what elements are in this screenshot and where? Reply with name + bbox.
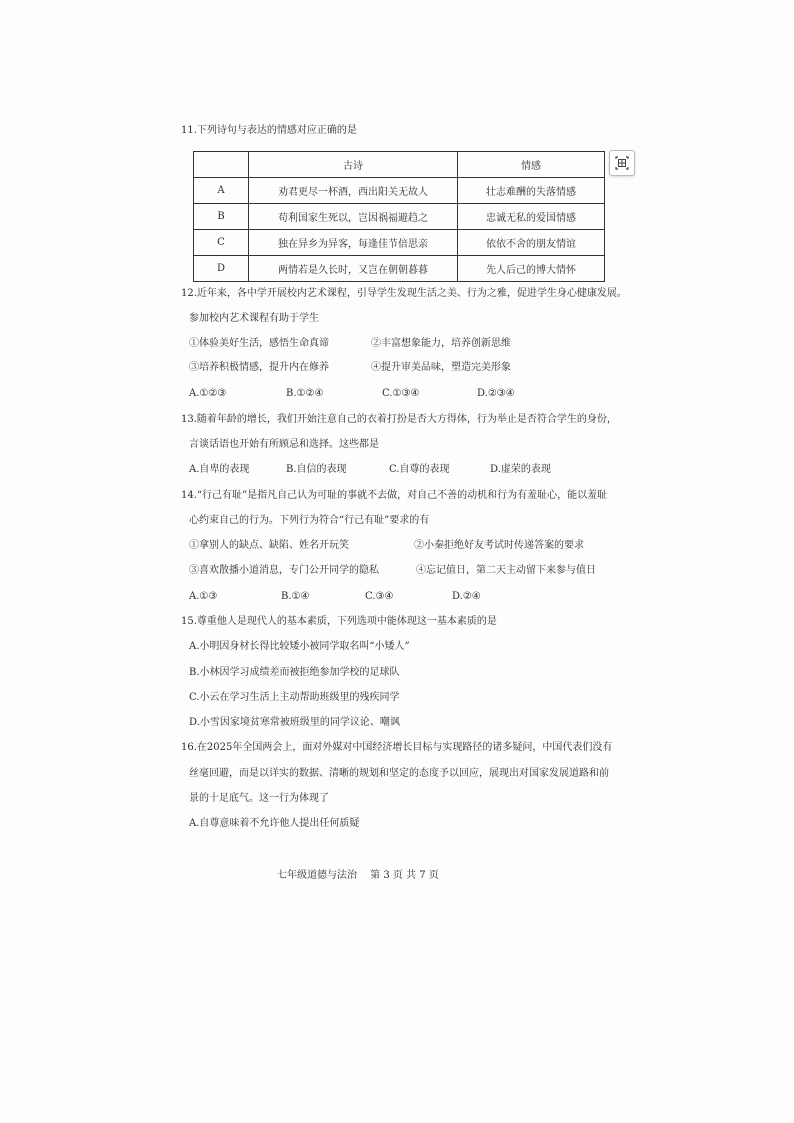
q13-line1: 13.随着年龄的增长，我们开始注意自己的衣着打扮是否大方得体，行为举止是否符合学生的身份， xyxy=(181,414,617,425)
q16-line3: 景的十足底气。这一行为体现了 xyxy=(189,793,329,804)
table-row xyxy=(194,178,605,204)
row-label: A xyxy=(194,178,249,204)
q12-choice-a: A.①②③ xyxy=(189,388,227,399)
row-poem: 独在异乡为异客，每逢佳节倍思亲 xyxy=(249,230,458,256)
q11-table xyxy=(193,151,605,282)
q14-choice-c: C.③④ xyxy=(365,591,394,602)
q13-choice-c: C.自尊的表现 xyxy=(389,464,450,475)
q14-option-3: ③喜欢散播小道消息，专门公开同学的隐私 xyxy=(189,565,379,576)
table-recognize-icon[interactable] xyxy=(609,150,635,176)
scan-table-icon xyxy=(610,151,634,175)
table-row xyxy=(194,256,605,282)
q14-line1: 14.“行己有耻”是指凡自己认为可耻的事就不去做，对自己不善的动机和行为有羞耻心，能以羞耻 xyxy=(181,490,608,501)
page-footer: 七年级道德与法治 第 3 页 共 7 页 xyxy=(277,870,439,881)
q12-option-4: ④提升审美品味，塑造完美形象 xyxy=(371,362,511,373)
q15-choice-b: B.小林因学习成绩差而被拒绝参加学校的足球队 xyxy=(189,667,400,678)
row-emotion: 依依不舍的朋友情谊 xyxy=(458,230,605,256)
q14-line2: 心约束自己的行为。下列行为符合“行己有耻”要求的有 xyxy=(189,515,430,526)
q11-stem: 11.下列诗句与表达的情感对应正确的是 xyxy=(181,125,357,136)
q14-option-4: ④忘记值日，第二天主动留下来参与值日 xyxy=(416,565,596,576)
q15-choice-a: A.小明因身材长得比较矮小被同学取名叫“小矮人” xyxy=(189,641,410,652)
q12-option-1: ①体验美好生活，感悟生命真谛 xyxy=(189,338,329,349)
table-header-blank xyxy=(194,152,249,178)
q12-line2: 参加校内艺术课程有助于学生 xyxy=(189,313,319,324)
row-label: C xyxy=(194,230,249,256)
q14-choice-d: D.②④ xyxy=(452,591,481,602)
q15-stem: 15.尊重他人是现代人的基本素质，下列选项中能体现这一基本素质的是 xyxy=(181,616,497,627)
row-poem: 两情若是久长时，又岂在朝朝暮暮 xyxy=(249,256,458,282)
table-header-emotion: 情感 xyxy=(458,152,605,178)
q12-option-2: ②丰富想象能力，培养创新思维 xyxy=(371,338,511,349)
q16-line2: 丝毫回避，而是以详实的数据、清晰的规划和坚定的态度予以回应，展现出对国家发展道路和前 xyxy=(189,768,609,779)
row-emotion: 先人后己的博大情怀 xyxy=(458,256,605,282)
q14-option-2: ②小秦拒绝好友考试时传递答案的要求 xyxy=(414,540,584,551)
q13-choice-a: A.自卑的表现 xyxy=(189,464,250,475)
q14-option-1: ①拿别人的缺点、缺陷、姓名开玩笑 xyxy=(189,540,349,551)
q13-choice-b: B.自信的表现 xyxy=(286,464,347,475)
q15-choice-c: C.小云在学习生活上主动帮助班级里的残疾同学 xyxy=(189,692,400,703)
q12-choice-d: D.②③④ xyxy=(477,388,515,399)
q14-choice-b: B.①④ xyxy=(281,591,310,602)
row-label: D xyxy=(194,256,249,282)
q12-choice-c: C.①③④ xyxy=(382,388,420,399)
row-emotion: 壮志难酬的失落情感 xyxy=(458,178,605,204)
q12-line1: 12.近年来，各中学开展校内艺术课程，引导学生发现生活之美、行为之雅，促进学生身心健康发展。 xyxy=(181,288,627,299)
q12-option-3: ③培养积极情感，提升内在修养 xyxy=(189,362,329,373)
q16-choice-a: A.自尊意味着不允许他人提出任何质疑 xyxy=(189,818,360,829)
q14-choice-a: A.①③ xyxy=(189,591,218,602)
q15-choice-d: D.小雪因家境贫寒常被班级里的同学议论、嘲讽 xyxy=(189,717,400,728)
q16-line1: 16.在2025年全国两会上，面对外媒对中国经济增长目标与实现路径的诸多疑问，中国代表们没有 xyxy=(181,742,613,753)
row-emotion: 忠诚无私的爱国情感 xyxy=(458,204,605,230)
q13-line2: 言谈话语也开始有所顾忌和选择。这些都是 xyxy=(189,439,379,450)
table-header-row xyxy=(194,152,605,178)
q13-choice-d: D.虚荣的表现 xyxy=(490,464,551,475)
row-poem: 苟利国家生死以，岂因祸福避趋之 xyxy=(249,204,458,230)
q12-choice-b: B.①②④ xyxy=(286,388,324,399)
table-header-poem: 古诗 xyxy=(249,152,458,178)
row-poem: 劝君更尽一杯酒，西出阳关无故人 xyxy=(249,178,458,204)
table-row xyxy=(194,204,605,230)
table-row xyxy=(194,230,605,256)
row-label: B xyxy=(194,204,249,230)
